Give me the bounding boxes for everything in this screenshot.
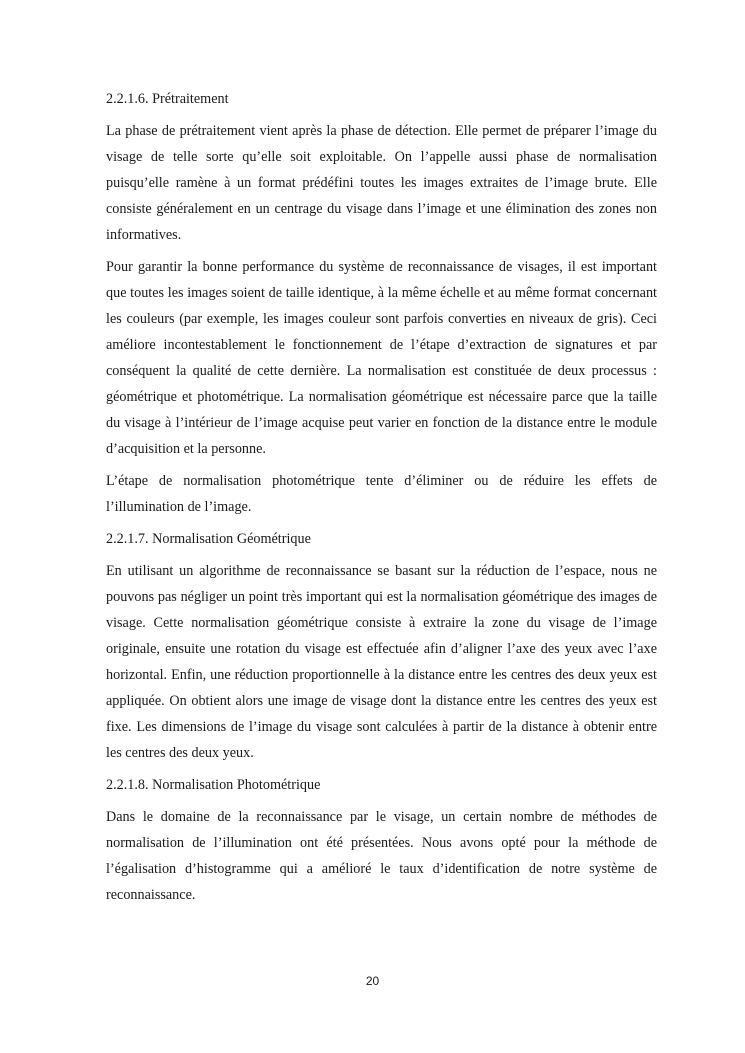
page-number: 20 (365, 974, 380, 988)
section-normalisation-photometrique (106, 772, 657, 908)
page-body (106, 86, 657, 914)
paragraph: L’étape de normalisation photométrique tente d’éliminer ou de réduire les effets de l’illumination de l’image. (106, 473, 657, 515)
section-heading: 2.2.1.6. Prétraitement (106, 91, 229, 107)
section-normalisation-geometrique (106, 526, 657, 766)
paragraph: Pour garantir la bonne performance du système de reconnaissance de visages, il est important que toutes les images soient de taille identique, à la même échelle et au même format concernant les couleurs (par exemple, les images couleur sont parfois converties en niveaux de gris). Ceci améliore incontestablement le fonctionnement de l’étape d’extraction de signatures et par conséquent la qualité de cette dernière. La normalisation est constituée de deux processus : géométrique et photométrique. La normalisation géométrique est nécessaire parce que la taille du visage à l’intérieur de l’image acquise peut varier en fonction de la distance entre le module d’acquisition et la personne. (106, 259, 657, 457)
paragraph: En utilisant un algorithme de reconnaissance se basant sur la réduction de l’espace, nous ne pouvons pas négliger un point très important qui est la normalisation géométrique des images de visage. Cette normalisation géométrique consiste à extraire la zone du visage de l’image originale, ensuite une rotation du visage est effectuée afin d’aligner l’axe des yeux avec l’axe horizontal. Enfin, une réduction proportionnelle à la distance entre les centres des deux yeux est appliquée. On obtient alors une image de visage dont la distance entre les centres des yeux est fixe. Les dimensions de l’image du visage sont calculées à partir de la distance à obtenir entre les centres des deux yeux. (106, 563, 657, 761)
paragraph: La phase de prétraitement vient après la phase de détection. Elle permet de préparer l’image du visage de telle sorte qu’elle soit exploitable. On l’appelle aussi phase de normalisation puisqu’elle ramène à un format prédéfini toutes les images extraites de l’image brute. Elle consiste généralement en un centrage du visage dans l’image et une élimination des zones non informatives. (106, 123, 657, 243)
section-pretraitement (106, 86, 657, 520)
section-heading: 2.2.1.8. Normalisation Photométrique (106, 777, 321, 793)
paragraph: Dans le domaine de la reconnaissance par le visage, un certain nombre de méthodes de normalisation de l’illumination ont été présentées. Nous avons opté pour la méthode de l’égalisation d’histogramme qui a amélioré le taux d’identification de notre système de reconnaissance. (106, 809, 657, 903)
section-heading: 2.2.1.7. Normalisation Géométrique (106, 531, 311, 547)
